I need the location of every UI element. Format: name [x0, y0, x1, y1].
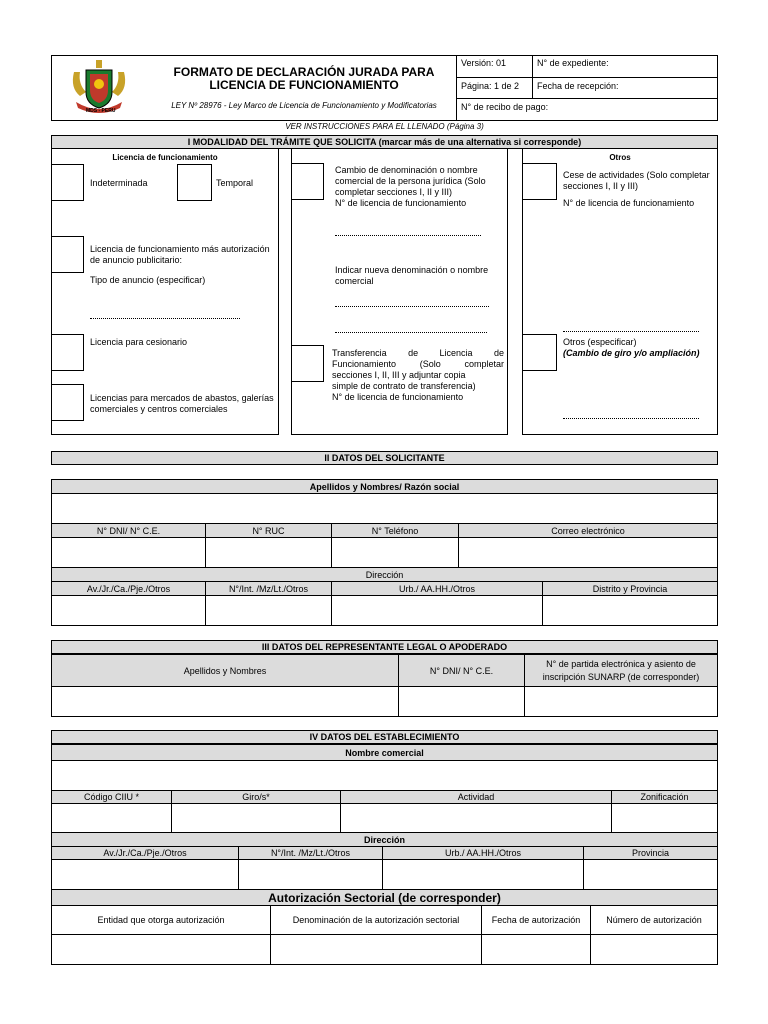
- label-temporal: Temporal: [216, 178, 254, 188]
- distrito-header: Distrito y Provincia: [543, 582, 718, 596]
- recibo-label: N° de recibo de pago:: [461, 102, 549, 112]
- actividad-input[interactable]: [341, 804, 612, 833]
- section3-table: [51, 654, 718, 717]
- label-transf-2: Funcionamiento (Solo completar: [332, 359, 504, 369]
- tipo-anuncio-line[interactable]: [90, 318, 240, 319]
- apellidos-header: Apellidos y Nombres/ Razón social: [52, 480, 718, 494]
- telefono-header: N° Teléfono: [332, 524, 459, 538]
- int-header: N°/Int. /Mz/Lt./Otros: [206, 582, 332, 596]
- int-input[interactable]: [206, 596, 332, 626]
- rep-partida-header-1: N° de partida electrónica y asiento de: [546, 658, 696, 669]
- nueva-denominacion-line-2[interactable]: [335, 332, 487, 333]
- label-transf-1: Transferencia de Licencia de: [332, 348, 504, 358]
- expediente-label: N° de expediente:: [537, 58, 609, 68]
- checkbox-cesionario[interactable]: [51, 334, 84, 371]
- denominacion-header: Denominación de la autorización sectorial: [271, 906, 482, 935]
- instructions: VER INSTRUCCIONES PARA EL LLENADO (Página 3): [285, 122, 484, 131]
- label-cese-3: N° de licencia de funcionamiento: [563, 198, 695, 208]
- fecha-autorizacion-input[interactable]: [482, 935, 591, 965]
- col3-title: Otros: [609, 153, 631, 162]
- label-transf-4: simple de contrato de transferencia): [332, 381, 476, 391]
- est-direccion-header: Dirección: [52, 833, 718, 847]
- label-indeterminada: Indeterminada: [90, 178, 148, 188]
- rep-partida-input[interactable]: [525, 687, 718, 717]
- checkbox-transferencia[interactable]: [291, 345, 324, 382]
- page-number: Página: 1 de 2: [461, 81, 520, 91]
- label-transf-3: secciones I, II, III y adjuntar copia: [332, 370, 466, 380]
- label-cesionario: Licencia para cesionario: [90, 337, 188, 347]
- label-anuncio-1: Licencia de funcionamiento más autorización: [90, 244, 270, 254]
- zonificacion-header: Zonificación: [612, 791, 718, 804]
- dni-header: N° DNI/ N° C.E.: [52, 524, 206, 538]
- numero-autorizacion-header: Número de autorización: [591, 906, 718, 935]
- telefono-input[interactable]: [332, 538, 459, 568]
- est-av-header: Av./Jr./Ca./Pje./Otros: [52, 847, 239, 860]
- section3-title: III DATOS DEL REPRESENTANTE LEGAL O APODERADO: [51, 640, 718, 654]
- label-cambio-2: comercial de la persona jurídica (Solo: [335, 176, 486, 186]
- fecha-recepcion-label: Fecha de recepción:: [537, 81, 619, 91]
- checkbox-otros[interactable]: [522, 334, 557, 371]
- giro-header: Giro/s*: [172, 791, 341, 804]
- logo-text: MDS - PERU: [86, 108, 116, 114]
- section2-table: [51, 479, 718, 626]
- nombre-comercial-header: Nombre comercial: [52, 745, 718, 761]
- col1-title: Licencia de funcionamiento: [112, 153, 218, 162]
- rep-dni-header: N° DNI/ N° C.E.: [399, 655, 525, 687]
- correo-header: Correo electrónico: [459, 524, 718, 538]
- title-line1: FORMATO DE DECLARACIÓN JURADA PARA: [173, 65, 435, 79]
- label-tipo-anuncio: Tipo de anuncio (especificar): [90, 275, 206, 285]
- est-av-input[interactable]: [52, 860, 239, 890]
- dni-input[interactable]: [52, 538, 206, 568]
- section4-title: IV DATOS DEL ESTABLECIMIENTO: [51, 730, 718, 744]
- checkbox-indeterminada[interactable]: [51, 164, 84, 201]
- version: Versión: 01: [461, 58, 507, 68]
- rep-dni-input[interactable]: [399, 687, 525, 717]
- section2-title: II DATOS DEL SOLICITANTE: [51, 451, 718, 465]
- apellidos-input[interactable]: [52, 494, 718, 524]
- actividad-header: Actividad: [341, 791, 612, 804]
- cambio-licencia-line[interactable]: [335, 235, 481, 236]
- fecha-autorizacion-header: Fecha de autorización: [482, 906, 591, 935]
- nombre-comercial-input[interactable]: [52, 761, 718, 791]
- label-anuncio-2: de anuncio publicitario:: [90, 255, 183, 265]
- title-line2: LICENCIA DE FUNCIONAMIENTO: [209, 78, 399, 92]
- est-provincia-header: Provincia: [584, 847, 718, 860]
- label-cambio-1: Cambio de denominación o nombre: [335, 165, 478, 175]
- rep-partida-header-2: inscripción SUNARP (de corresponder): [542, 671, 700, 682]
- correo-input[interactable]: [459, 538, 718, 568]
- label-cese-2: secciones I, II y III): [563, 181, 639, 191]
- est-urb-header: Urb./ AA.HH./Otros: [383, 847, 584, 860]
- av-input[interactable]: [52, 596, 206, 626]
- autorizacion-sectorial-header: Autorización Sectorial (de corresponder): [52, 890, 718, 906]
- checkbox-temporal[interactable]: [177, 164, 212, 201]
- checkbox-mercados[interactable]: [51, 384, 84, 421]
- label-cambio-4: N° de licencia de funcionamiento: [335, 198, 467, 208]
- section4-table: [51, 744, 718, 965]
- urb-input[interactable]: [332, 596, 543, 626]
- label-nueva-2: comercial: [335, 276, 374, 286]
- av-header: Av./Jr./Ca./Pje./Otros: [52, 582, 206, 596]
- est-int-input[interactable]: [239, 860, 383, 890]
- urb-header: Urb./ AA.HH./Otros: [332, 582, 543, 596]
- direccion-header: Dirección: [52, 568, 718, 582]
- label-otros-2: (Cambio de giro y/o ampliación): [563, 348, 700, 358]
- entidad-header: Entidad que otorga autorización: [52, 906, 271, 935]
- ruc-input[interactable]: [206, 538, 332, 568]
- entidad-input[interactable]: [52, 935, 271, 965]
- label-transf-5: N° de licencia de funcionamiento: [332, 392, 464, 402]
- ruc-header: N° RUC: [206, 524, 332, 538]
- est-urb-input[interactable]: [383, 860, 584, 890]
- denominacion-input[interactable]: [271, 935, 482, 965]
- ciiu-input[interactable]: [52, 804, 172, 833]
- label-cambio-3: completar secciones I, II y III): [335, 187, 453, 197]
- checkbox-anuncio[interactable]: [51, 236, 84, 273]
- est-int-header: N°/Int. /Mz/Lt./Otros: [239, 847, 383, 860]
- rep-apellidos-input[interactable]: [52, 687, 399, 717]
- ciiu-header: Código CIIU *: [52, 791, 172, 804]
- section1-title: I MODALIDAD DEL TRÁMITE QUE SOLICITA (marcar más de una alternativa si corresponde): [51, 135, 718, 149]
- numero-autorizacion-input[interactable]: [591, 935, 718, 965]
- logo: [66, 58, 132, 118]
- otros-line-top[interactable]: [563, 331, 699, 332]
- checkbox-cese[interactable]: [522, 163, 557, 200]
- label-mercados-2: comerciales y centros comerciales: [90, 404, 228, 414]
- label-cese-1: Cese de actividades (Solo completar: [563, 170, 710, 180]
- zonificacion-input[interactable]: [612, 804, 718, 833]
- law-text: LEY Nº 28976 - Ley Marco de Licencia de Funcionamiento y Modificatorias: [171, 101, 437, 110]
- giro-input[interactable]: [172, 804, 341, 833]
- checkbox-cambio[interactable]: [291, 163, 324, 200]
- label-mercados-1: Licencias para mercados de abastos, galerías: [90, 393, 274, 403]
- otros-line-bottom[interactable]: [563, 418, 699, 419]
- label-nueva-1: Indicar nueva denominación o nombre: [335, 265, 489, 275]
- label-otros-1: Otros (especificar): [563, 337, 637, 347]
- rep-apellidos-header: Apellidos y Nombres: [52, 655, 399, 687]
- nueva-denominacion-line-1[interactable]: [335, 306, 489, 307]
- distrito-input[interactable]: [543, 596, 718, 626]
- est-provincia-input[interactable]: [584, 860, 718, 890]
